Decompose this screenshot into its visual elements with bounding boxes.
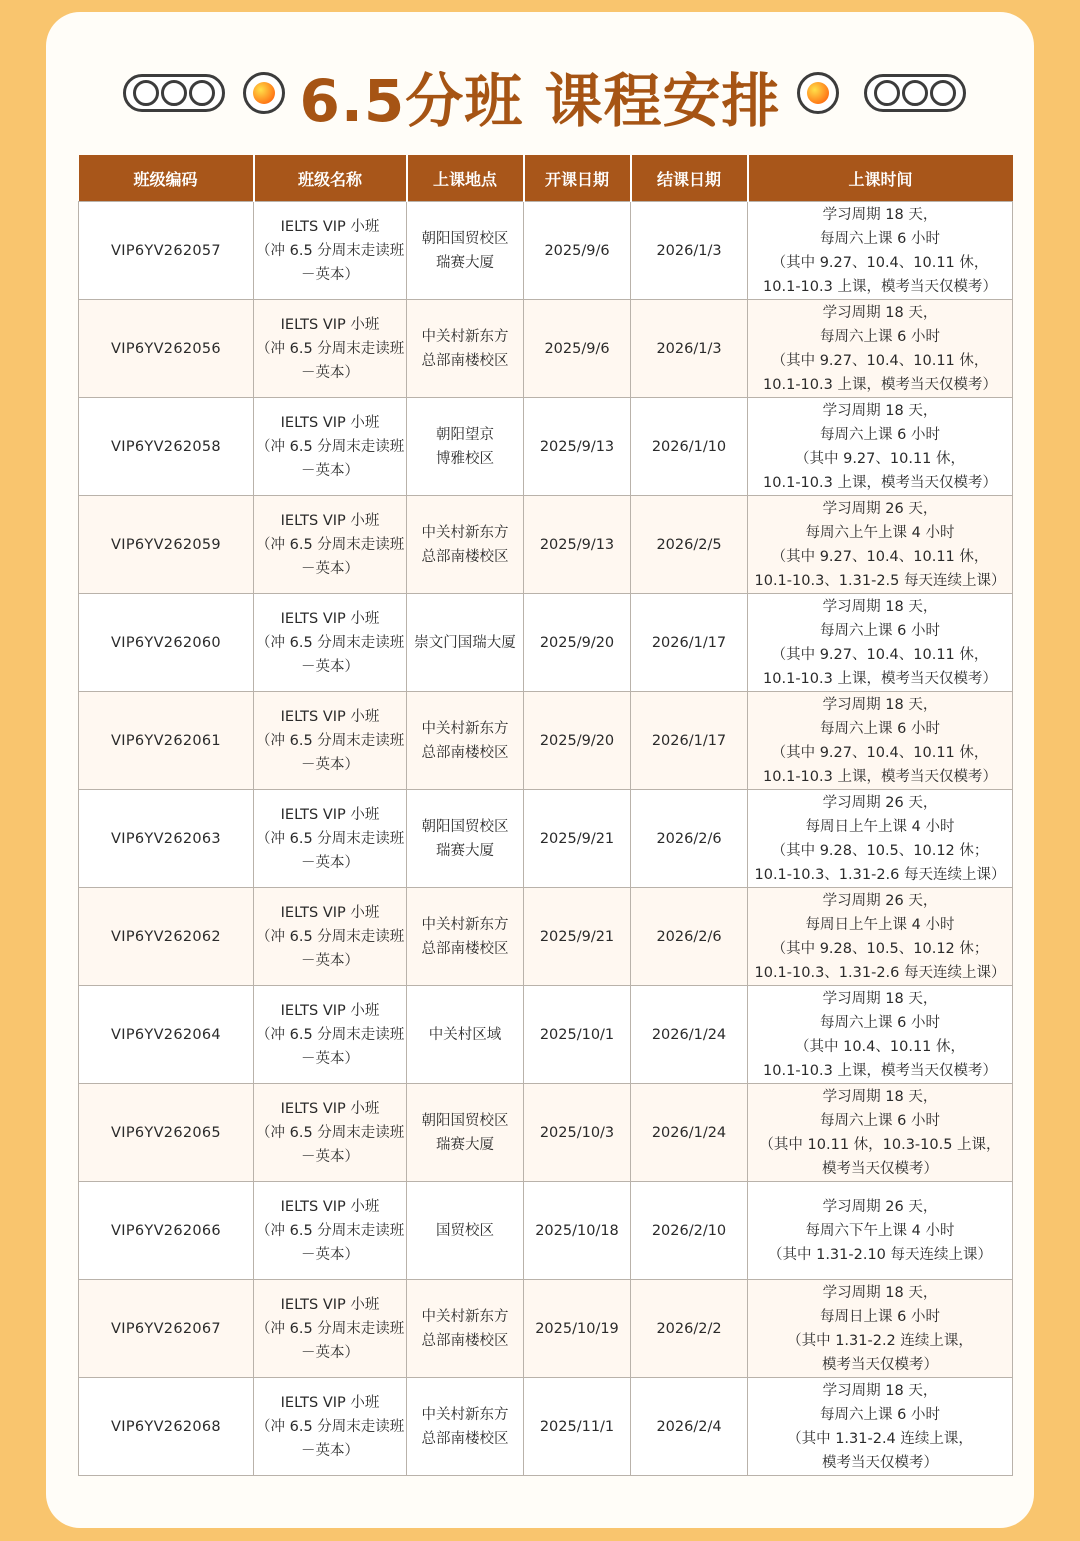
location-cell: [407, 692, 524, 790]
class-name-line: IELTS VIP 小班: [280, 1296, 380, 1313]
class-name-cell: [254, 496, 407, 594]
class-name-line: （冲 6.5 分周末走读班: [256, 1026, 405, 1043]
location-cell: [407, 594, 524, 692]
class-name-line: －英本）: [301, 364, 359, 381]
start-date-cell: 2025/10/1: [524, 986, 631, 1084]
schedule-time-cell: [748, 594, 1013, 692]
location-cell: [407, 202, 524, 300]
end-date-cell: 2026/1/3: [631, 202, 748, 300]
class-name-line: （冲 6.5 分周末走读班: [256, 242, 405, 259]
schedule-time-line: 学习周期 26 天，: [822, 794, 938, 811]
location-line: 总部南楼校区: [421, 1332, 509, 1349]
schedule-time-line: 10.1-10.3 上课，模考当天仅模考）: [763, 670, 997, 687]
class-name-line: IELTS VIP 小班: [280, 1198, 380, 1215]
class-code-cell: VIP6YV262062: [79, 888, 254, 986]
class-name-line: －英本）: [301, 756, 359, 773]
end-date-cell: 2026/1/3: [631, 300, 748, 398]
class-name-line: （冲 6.5 分周末走读班: [256, 830, 405, 847]
location-line: 崇文门国瑞大厦: [414, 634, 516, 651]
schedule-time-cell: [748, 1280, 1013, 1378]
schedule-time-cell: [748, 496, 1013, 594]
class-name-cell: [254, 1378, 407, 1476]
class-name-line: －英本）: [301, 854, 359, 871]
start-date-cell: 2025/10/19: [524, 1280, 631, 1378]
schedule-time-line: （其中 1.31-2.10 每天连续上课）: [767, 1246, 993, 1263]
table-row: [79, 1182, 1013, 1280]
column-header-time: 上课时间: [748, 155, 1013, 202]
start-date-cell: 2025/9/13: [524, 398, 631, 496]
end-date-cell: 2026/1/10: [631, 398, 748, 496]
column-header-location: 上课地点: [407, 155, 524, 202]
class-name-line: （冲 6.5 分周末走读班: [256, 340, 405, 357]
location-cell: [407, 496, 524, 594]
location-line: 朝阳国贸校区: [421, 1112, 509, 1129]
class-name-cell: [254, 1280, 407, 1378]
class-code-cell: VIP6YV262065: [79, 1084, 254, 1182]
schedule-time-line: 每周六下午上课 4 小时: [805, 1222, 955, 1239]
class-name-line: IELTS VIP 小班: [280, 904, 380, 921]
end-date-cell: 2026/2/6: [631, 790, 748, 888]
start-date-cell: 2025/9/20: [524, 594, 631, 692]
class-name-cell: [254, 1084, 407, 1182]
table-row: [79, 1084, 1013, 1182]
schedule-time-line: 学习周期 18 天，: [822, 1382, 938, 1399]
class-name-line: IELTS VIP 小班: [280, 1100, 380, 1117]
column-header-end: 结课日期: [631, 155, 748, 202]
schedule-time-line: （其中 1.31-2.4 连续上课，: [787, 1430, 973, 1447]
schedule-time-line: 学习周期 18 天，: [822, 1284, 938, 1301]
schedule-time-line: 每周日上午上课 4 小时: [805, 818, 955, 835]
location-cell: [407, 1084, 524, 1182]
class-name-line: －英本）: [301, 952, 359, 969]
class-code-cell: VIP6YV262063: [79, 790, 254, 888]
location-line: 国贸校区: [436, 1222, 494, 1239]
class-name-line: （冲 6.5 分周末走读班: [256, 634, 405, 651]
class-name-cell: [254, 1182, 407, 1280]
location-line: 中关村新东方: [421, 720, 509, 737]
location-line: 中关村新东方: [421, 916, 509, 933]
start-date-cell: 2025/9/21: [524, 790, 631, 888]
schedule-time-line: 每周六上课 6 小时: [820, 328, 940, 345]
end-date-cell: 2026/1/17: [631, 692, 748, 790]
location-line: 博雅校区: [436, 450, 494, 467]
end-date-cell: 2026/2/6: [631, 888, 748, 986]
schedule-time-line: 每周日上午上课 4 小时: [805, 916, 955, 933]
schedule-time-line: （其中 10.4、10.11 休，: [794, 1038, 965, 1055]
end-date-cell: 2026/2/5: [631, 496, 748, 594]
location-cell: [407, 888, 524, 986]
class-code-cell: VIP6YV262061: [79, 692, 254, 790]
table-row: [79, 202, 1013, 300]
schedule-table: [78, 155, 1013, 1476]
schedule-time-line: （其中 9.27、10.11 休，: [794, 450, 965, 467]
schedule-time-line: 每周六上午上课 4 小时: [805, 524, 955, 541]
location-line: 总部南楼校区: [421, 352, 509, 369]
column-header-code: 班级编码: [79, 155, 254, 202]
location-cell: [407, 300, 524, 398]
class-code-cell: VIP6YV262058: [79, 398, 254, 496]
schedule-time-line: （其中 9.27、10.4、10.11 休，: [771, 254, 989, 271]
start-date-cell: 2025/9/6: [524, 202, 631, 300]
schedule-time-line: 每周六上课 6 小时: [820, 622, 940, 639]
schedule-time-cell: [748, 1182, 1013, 1280]
class-name-line: －英本）: [301, 1344, 359, 1361]
class-name-cell: [254, 300, 407, 398]
class-code-cell: VIP6YV262064: [79, 986, 254, 1084]
class-name-cell: [254, 202, 407, 300]
class-name-line: （冲 6.5 分周末走读班: [256, 928, 405, 945]
schedule-time-line: 学习周期 18 天，: [822, 206, 938, 223]
schedule-time-line: 10.1-10.3、1.31-2.6 每天连续上课）: [754, 964, 1006, 981]
schedule-time-line: 模考当天仅模考）: [822, 1160, 938, 1177]
class-name-cell: [254, 692, 407, 790]
schedule-time-line: 每周六上课 6 小时: [820, 426, 940, 443]
start-date-cell: 2025/9/13: [524, 496, 631, 594]
location-line: 瑞赛大厦: [436, 254, 494, 271]
end-date-cell: 2026/1/17: [631, 594, 748, 692]
start-date-cell: 2025/9/20: [524, 692, 631, 790]
schedule-time-line: 学习周期 18 天，: [822, 696, 938, 713]
table-row: [79, 986, 1013, 1084]
class-name-line: IELTS VIP 小班: [280, 610, 380, 627]
location-line: 中关村新东方: [421, 328, 509, 345]
schedule-time-line: 模考当天仅模考）: [822, 1356, 938, 1373]
class-code-cell: VIP6YV262067: [79, 1280, 254, 1378]
table-row: [79, 1280, 1013, 1378]
schedule-time-line: 学习周期 18 天，: [822, 598, 938, 615]
class-name-line: IELTS VIP 小班: [280, 316, 380, 333]
table-header-row: [79, 155, 1013, 202]
class-name-line: －英本）: [301, 1246, 359, 1263]
column-header-name: 班级名称: [254, 155, 407, 202]
end-date-cell: 2026/2/10: [631, 1182, 748, 1280]
class-name-line: （冲 6.5 分周末走读班: [256, 1320, 405, 1337]
schedule-time-line: 每周日上课 6 小时: [820, 1308, 940, 1325]
class-name-line: －英本）: [301, 266, 359, 283]
location-cell: [407, 986, 524, 1084]
schedule-time-line: （其中 9.28、10.5、10.12 休；: [771, 940, 989, 957]
location-line: 瑞赛大厦: [436, 1136, 494, 1153]
location-cell: [407, 1280, 524, 1378]
location-line: 中关村新东方: [421, 1308, 509, 1325]
class-name-cell: [254, 986, 407, 1084]
schedule-time-line: 模考当天仅模考）: [822, 1454, 938, 1471]
schedule-time-line: 学习周期 26 天，: [822, 1198, 938, 1215]
table-row: [79, 692, 1013, 790]
location-line: 总部南楼校区: [421, 744, 509, 761]
location-line: 总部南楼校区: [421, 548, 509, 565]
schedule-time-line: （其中 9.27、10.4、10.11 休，: [771, 548, 989, 565]
class-name-line: IELTS VIP 小班: [280, 512, 380, 529]
location-line: 中关村新东方: [421, 1406, 509, 1423]
location-line: 朝阳国贸校区: [421, 230, 509, 247]
location-line: 总部南楼校区: [421, 940, 509, 957]
traffic-pill-right-icon: [864, 74, 966, 112]
schedule-time-line: （其中 9.27、10.4、10.11 休，: [771, 352, 989, 369]
end-date-cell: 2026/1/24: [631, 1084, 748, 1182]
location-line: 总部南楼校区: [421, 1430, 509, 1447]
class-code-cell: VIP6YV262056: [79, 300, 254, 398]
column-header-start: 开课日期: [524, 155, 631, 202]
start-date-cell: 2025/10/3: [524, 1084, 631, 1182]
end-date-cell: 2026/2/2: [631, 1280, 748, 1378]
class-name-cell: [254, 398, 407, 496]
location-line: 中关村区域: [428, 1026, 502, 1043]
table-row: [79, 300, 1013, 398]
end-date-cell: 2026/1/24: [631, 986, 748, 1084]
class-name-line: －英本）: [301, 658, 359, 675]
start-date-cell: 2025/9/6: [524, 300, 631, 398]
schedule-time-line: 10.1-10.3 上课，模考当天仅模考）: [763, 474, 997, 491]
schedule-time-line: 每周六上课 6 小时: [820, 230, 940, 247]
class-name-line: －英本）: [301, 1148, 359, 1165]
schedule-time-cell: [748, 986, 1013, 1084]
schedule-time-line: （其中 9.28、10.5、10.12 休；: [771, 842, 989, 859]
page-title: 6.5分班 课程安排: [299, 67, 781, 135]
schedule-time-line: 每周六上课 6 小时: [820, 1112, 940, 1129]
schedule-time-line: 学习周期 18 天，: [822, 304, 938, 321]
schedule-time-cell: [748, 692, 1013, 790]
location-cell: [407, 1378, 524, 1476]
schedule-time-line: （其中 1.31-2.2 连续上课，: [787, 1332, 973, 1349]
schedule-time-cell: [748, 202, 1013, 300]
location-line: 朝阳望京: [436, 426, 494, 443]
schedule-time-cell: [748, 1378, 1013, 1476]
class-name-line: （冲 6.5 分周末走读班: [256, 1222, 405, 1239]
class-code-cell: VIP6YV262068: [79, 1378, 254, 1476]
table-row: [79, 1378, 1013, 1476]
class-name-line: IELTS VIP 小班: [280, 806, 380, 823]
class-name-line: （冲 6.5 分周末走读班: [256, 732, 405, 749]
schedule-time-cell: [748, 1084, 1013, 1182]
class-name-line: IELTS VIP 小班: [280, 218, 380, 235]
class-name-line: －英本）: [301, 560, 359, 577]
schedule-time-line: 10.1-10.3 上课，模考当天仅模考）: [763, 1062, 997, 1079]
table-row: [79, 398, 1013, 496]
location-cell: [407, 1182, 524, 1280]
schedule-time-line: 10.1-10.3 上课，模考当天仅模考）: [763, 278, 997, 295]
schedule-time-line: 10.1-10.3、1.31-2.6 每天连续上课）: [754, 866, 1006, 883]
location-line: 朝阳国贸校区: [421, 818, 509, 835]
table-row: [79, 594, 1013, 692]
class-name-line: IELTS VIP 小班: [280, 414, 380, 431]
start-date-cell: 2025/11/1: [524, 1378, 631, 1476]
table-row: [79, 496, 1013, 594]
schedule-time-line: （其中 9.27、10.4、10.11 休，: [771, 646, 989, 663]
location-cell: [407, 790, 524, 888]
class-name-line: IELTS VIP 小班: [280, 1002, 380, 1019]
schedule-time-line: 10.1-10.3、1.31-2.5 每天连续上课）: [754, 572, 1006, 589]
schedule-time-line: 学习周期 26 天，: [822, 892, 938, 909]
schedule-time-line: 10.1-10.3 上课，模考当天仅模考）: [763, 768, 997, 785]
schedule-time-line: 每周六上课 6 小时: [820, 1406, 940, 1423]
schedule-time-cell: [748, 398, 1013, 496]
class-name-line: －英本）: [301, 462, 359, 479]
schedule-time-line: 学习周期 18 天，: [822, 402, 938, 419]
schedule-time-line: 学习周期 18 天，: [822, 990, 938, 1007]
schedule-time-cell: [748, 790, 1013, 888]
table-row: [79, 790, 1013, 888]
schedule-time-line: （其中 10.11 休，10.3-10.5 上课，: [759, 1136, 1001, 1153]
schedule-time-line: （其中 9.27、10.4、10.11 休，: [771, 744, 989, 761]
class-name-line: IELTS VIP 小班: [280, 1394, 380, 1411]
class-name-line: IELTS VIP 小班: [280, 708, 380, 725]
schedule-time-line: 10.1-10.3 上课，模考当天仅模考）: [763, 376, 997, 393]
title-row: [0, 50, 1080, 140]
location-line: 中关村新东方: [421, 524, 509, 541]
class-name-line: （冲 6.5 分周末走读班: [256, 1124, 405, 1141]
schedule-time-cell: [748, 888, 1013, 986]
class-name-line: －英本）: [301, 1050, 359, 1067]
class-name-line: （冲 6.5 分周末走读班: [256, 1418, 405, 1435]
class-code-cell: VIP6YV262059: [79, 496, 254, 594]
orange-dot-right-icon: [797, 72, 839, 114]
class-code-cell: VIP6YV262057: [79, 202, 254, 300]
end-date-cell: 2026/2/4: [631, 1378, 748, 1476]
class-name-cell: [254, 594, 407, 692]
location-line: 瑞赛大厦: [436, 842, 494, 859]
start-date-cell: 2025/10/18: [524, 1182, 631, 1280]
table-row: [79, 888, 1013, 986]
schedule-time-line: 每周六上课 6 小时: [820, 1014, 940, 1031]
schedule-time-cell: [748, 300, 1013, 398]
class-code-cell: VIP6YV262066: [79, 1182, 254, 1280]
location-cell: [407, 398, 524, 496]
schedule-time-line: 每周六上课 6 小时: [820, 720, 940, 737]
class-name-line: （冲 6.5 分周末走读班: [256, 536, 405, 553]
class-name-line: （冲 6.5 分周末走读班: [256, 438, 405, 455]
schedule-time-line: 学习周期 18 天，: [822, 1088, 938, 1105]
class-name-cell: [254, 888, 407, 986]
class-name-cell: [254, 790, 407, 888]
class-code-cell: VIP6YV262060: [79, 594, 254, 692]
start-date-cell: 2025/9/21: [524, 888, 631, 986]
class-name-line: －英本）: [301, 1442, 359, 1459]
schedule-time-line: 学习周期 26 天，: [822, 500, 938, 517]
